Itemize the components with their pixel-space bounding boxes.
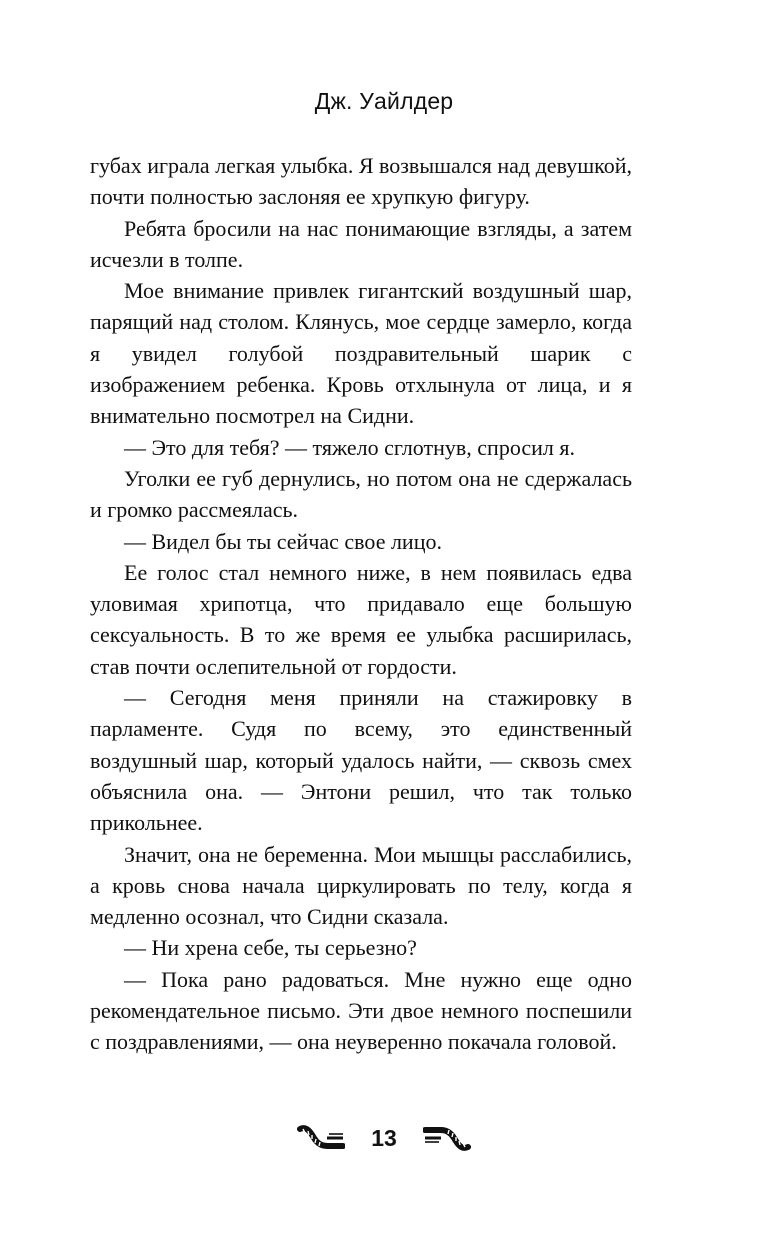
left-ornament-icon — [297, 1123, 345, 1153]
paragraph-4: — Это для тебя? — тяжело сглотнув, спросил я. — [124, 434, 575, 460]
body-text — [90, 150, 632, 1058]
paragraph-2: Ребята бросили на нас понимающие взгляды, а затем исчезли в толпе. — [90, 215, 632, 272]
page-number: 13 — [371, 1124, 397, 1151]
paragraph-9: Значит, она не беременна. Мои мышцы расслабились, а кровь снова начала циркулировать по телу, когда я медленно осознал, что Сидни сказала. — [90, 841, 632, 930]
right-ornament-icon — [423, 1123, 471, 1153]
paragraph-5: Уголки ее губ дернулись, но потом она не сдержалась и громко рассмеялась. — [90, 465, 632, 523]
paragraph-8: — Сегодня меня приняли на стажировку в парламенте. Судя по всему, это единственный воздушный шар, который удалось найти, — сквозь смех объяснила она. — Энтони решил, что так только прикольнее. — [90, 685, 632, 836]
paragraph-11: — Пока рано радоваться. Мне нужно еще одно рекомендательное письмо. Эти двое немного поспешили с поздравлениями, — она неуверенно покачала головой. — [90, 966, 632, 1055]
page-footer — [0, 1116, 768, 1160]
paragraph-6: — Видел бы ты сейчас свое лицо. — [124, 528, 442, 554]
paragraph-1: губах играла легкая улыбка. Я возвышался над девушкой, почти полностью заслоняя ее хрупкую фигуру. — [90, 153, 632, 210]
paragraph-7: Ее голос стал немного ниже, в нем появилась едва уловимая хрипотца, что придавало еще большую сексуальность. В то же время ее улыбка расширилась, став почти ослепительной от гордости. — [90, 559, 632, 679]
paragraph-10: — Ни хрена себе, ты серьезно? — [124, 935, 417, 961]
running-head-author: Дж. Уайлдер — [314, 88, 454, 114]
paragraph-3: Мое внимание привлек гигантский воздушный шар, парящий над столом. Клянусь, мое сердце замерло, когда я увидел голубой поздравительный шарик с изображением ребенка. Кровь отхлынула от лица, и я внимательно посмотрел на Сидни. — [90, 278, 632, 429]
